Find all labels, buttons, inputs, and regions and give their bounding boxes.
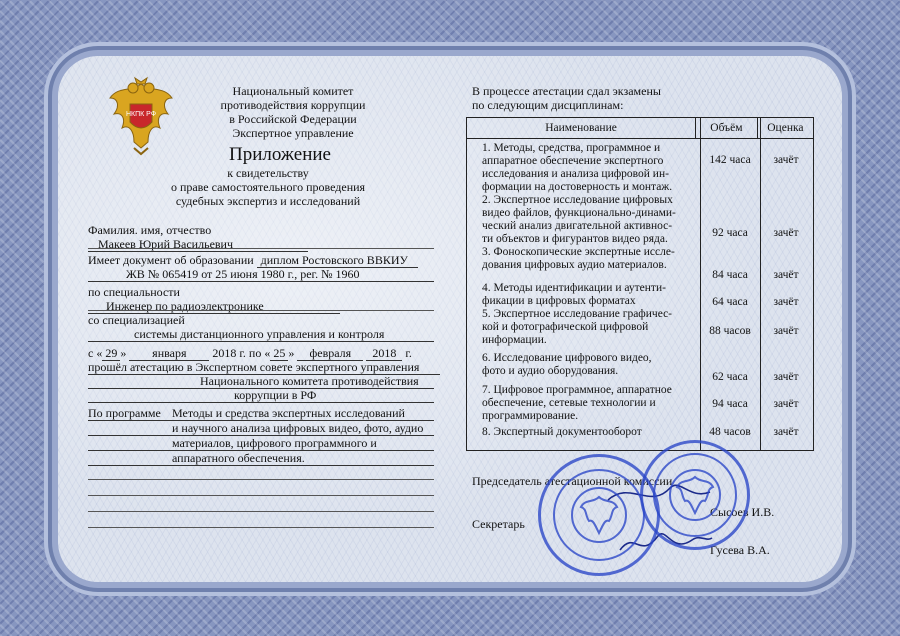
period-year-to: 2018 — [366, 346, 402, 361]
row-text: ческий анализ двигательной активнос- — [482, 220, 673, 232]
row-grade: зачёт — [773, 227, 799, 239]
exams-intro-line: по следующим дисциплинам: — [472, 98, 624, 112]
row-text: дования цифровых аудио материалов. — [482, 259, 667, 271]
program-line: Методы и средства экспертных исследований — [88, 406, 434, 421]
row-grade: зачёт — [773, 296, 799, 308]
emblem-text: НКПК РФ — [125, 111, 157, 118]
attestation-line-2: Национального комитета противодействия — [88, 374, 434, 389]
column-header-grade: Оценка — [757, 118, 813, 139]
row-text: фото и аудио оборудования. — [482, 365, 619, 377]
row-grade: зачёт — [773, 426, 799, 438]
attestation-line-1: прошёл атестацию в Экспертном совете экспертного управления — [88, 360, 440, 375]
subtitle-line: о праве самостоятельного проведения — [170, 180, 366, 194]
subtitle-block — [128, 166, 408, 208]
subtitle-line: судебных экспертиз и исследований — [175, 194, 361, 208]
row-volume: 48 часов — [709, 426, 751, 438]
row-text: кой и фотографической цифровой — [482, 321, 649, 333]
row-text: 4. Методы идентификации и аутенти- — [482, 282, 666, 294]
table-row — [482, 282, 702, 308]
blank-line — [88, 478, 434, 480]
row-volume: 142 часа — [709, 154, 751, 166]
period-day-to: 25 — [270, 346, 288, 361]
blank-line — [88, 494, 434, 496]
period-month-to: февраля — [297, 346, 363, 361]
period-to-label: г. по « — [239, 346, 271, 360]
table-row — [482, 194, 702, 246]
specialty-label: по специальности — [88, 285, 180, 299]
stamp-eagle-icon — [575, 491, 623, 539]
row-text: 3. Фоноскопические экспертные иссле- — [482, 246, 675, 258]
program-block — [88, 406, 434, 466]
table-row — [482, 142, 702, 194]
row-grade: зачёт — [773, 371, 799, 383]
document-title: Приложение — [229, 144, 331, 165]
official-stamp — [538, 454, 660, 576]
program-line: материалов, цифрового программного и — [88, 436, 434, 451]
period-day-from: 29 — [102, 346, 120, 361]
row-text: 1. Методы, средства, программное и — [482, 142, 661, 154]
row-text: исследования и анализа цифровой ин- — [482, 168, 669, 180]
education-field — [88, 253, 434, 267]
row-text: информации. — [482, 334, 547, 346]
blank-line — [88, 526, 434, 528]
specialty-value: Инженер по радиоэлектронике — [88, 299, 340, 314]
period-from-label: с « — [88, 346, 103, 360]
program-line: аппаратного обеспечения. — [88, 451, 434, 466]
period-field — [88, 346, 438, 361]
row-volume: 84 часа — [712, 269, 748, 281]
row-text: 6. Исследование цифрового видео, — [482, 352, 652, 364]
issuer-line: Экспертное управление — [232, 126, 354, 140]
blank-line — [88, 247, 434, 249]
specialization-label: со специализацией — [88, 313, 185, 327]
official-stamp — [640, 440, 750, 550]
row-text: аппаратное обеспечение экспертного — [482, 155, 664, 167]
row-volume: 92 часа — [712, 227, 748, 239]
row-volume: 64 часа — [712, 296, 748, 308]
period-quote: » — [288, 346, 295, 360]
row-text: 5. Экспертное исследование графичес- — [482, 308, 673, 320]
period-year-from: 2018 — [212, 346, 237, 360]
name-value: Макеев Юрий Васильевич — [88, 237, 308, 252]
row-text: программирование. — [482, 410, 579, 422]
exams-intro — [472, 84, 792, 112]
column-header-name: Наименование — [467, 118, 696, 139]
row-grade: зачёт — [773, 154, 799, 166]
program-line: и научного анализа цифровых видео, фото, аудио — [88, 421, 434, 436]
table-row — [482, 352, 702, 378]
column-header-volume: Объём — [696, 118, 758, 139]
education-value: диплом Ростовского ВВКИУ — [257, 253, 418, 268]
issuer-line: противодействия коррупции — [220, 98, 366, 112]
secretary-label: Секретарь — [472, 517, 525, 531]
name-label: Фамилия. имя, отчество — [88, 223, 212, 237]
issuer-line: Национальный комитет — [232, 84, 354, 98]
row-text: видео файлов, функционально-динами- — [482, 207, 676, 219]
education-value-2: ЖВ № 065419 от 25 июня 1980 г., рег. № 1960 — [88, 267, 434, 282]
exams-intro-line: В процессе атестации сдал экзамены — [472, 84, 661, 98]
period-month-from: января — [129, 346, 209, 361]
row-text: 8. Экспертный документооборот — [482, 426, 642, 438]
row-grade: зачёт — [773, 269, 799, 281]
table-row — [482, 426, 702, 439]
attestation-line-3: коррупции в РФ — [88, 388, 434, 403]
issuer-block — [188, 84, 398, 140]
row-text: 2. Экспертное исследование цифровых — [482, 194, 673, 206]
row-text: фикации в цифровых форматах — [482, 295, 636, 307]
education-label: Имеет документ об образовании — [88, 253, 254, 267]
row-grade: зачёт — [773, 325, 799, 337]
period-quote: » — [120, 346, 127, 360]
period-end: г. — [405, 346, 412, 360]
program-label: По программе — [88, 406, 161, 420]
table-row — [482, 308, 702, 347]
subtitle-line: к свидетельству — [227, 166, 309, 180]
chair-label: Председатель атестационной комиссии — [472, 474, 673, 488]
secretary-name: Гусева В.А. — [710, 543, 770, 557]
blank-line — [88, 510, 434, 512]
specialization-value: системы дистанционного управления и контроля — [88, 327, 434, 342]
issuer-line: в Российской Федерации — [229, 112, 357, 126]
row-text: обеспечение, сетевые технологии и — [482, 397, 656, 409]
row-volume: 94 часа — [712, 398, 748, 410]
row-text: ти объектов и фигурантов видео ряда. — [482, 233, 668, 245]
chair-name: Сысоев И.В. — [710, 505, 775, 519]
row-text: формации на достоверность и монтаж. — [482, 181, 673, 193]
row-grade: зачёт — [773, 398, 799, 410]
stamp-eagle-icon — [671, 471, 719, 519]
table-row — [482, 384, 702, 423]
blank-line — [88, 309, 434, 311]
row-text: 7. Цифровое программное, аппаратное — [482, 384, 672, 396]
row-volume: 88 часов — [709, 325, 751, 337]
table-row — [482, 246, 702, 272]
row-volume: 62 часа — [712, 371, 748, 383]
